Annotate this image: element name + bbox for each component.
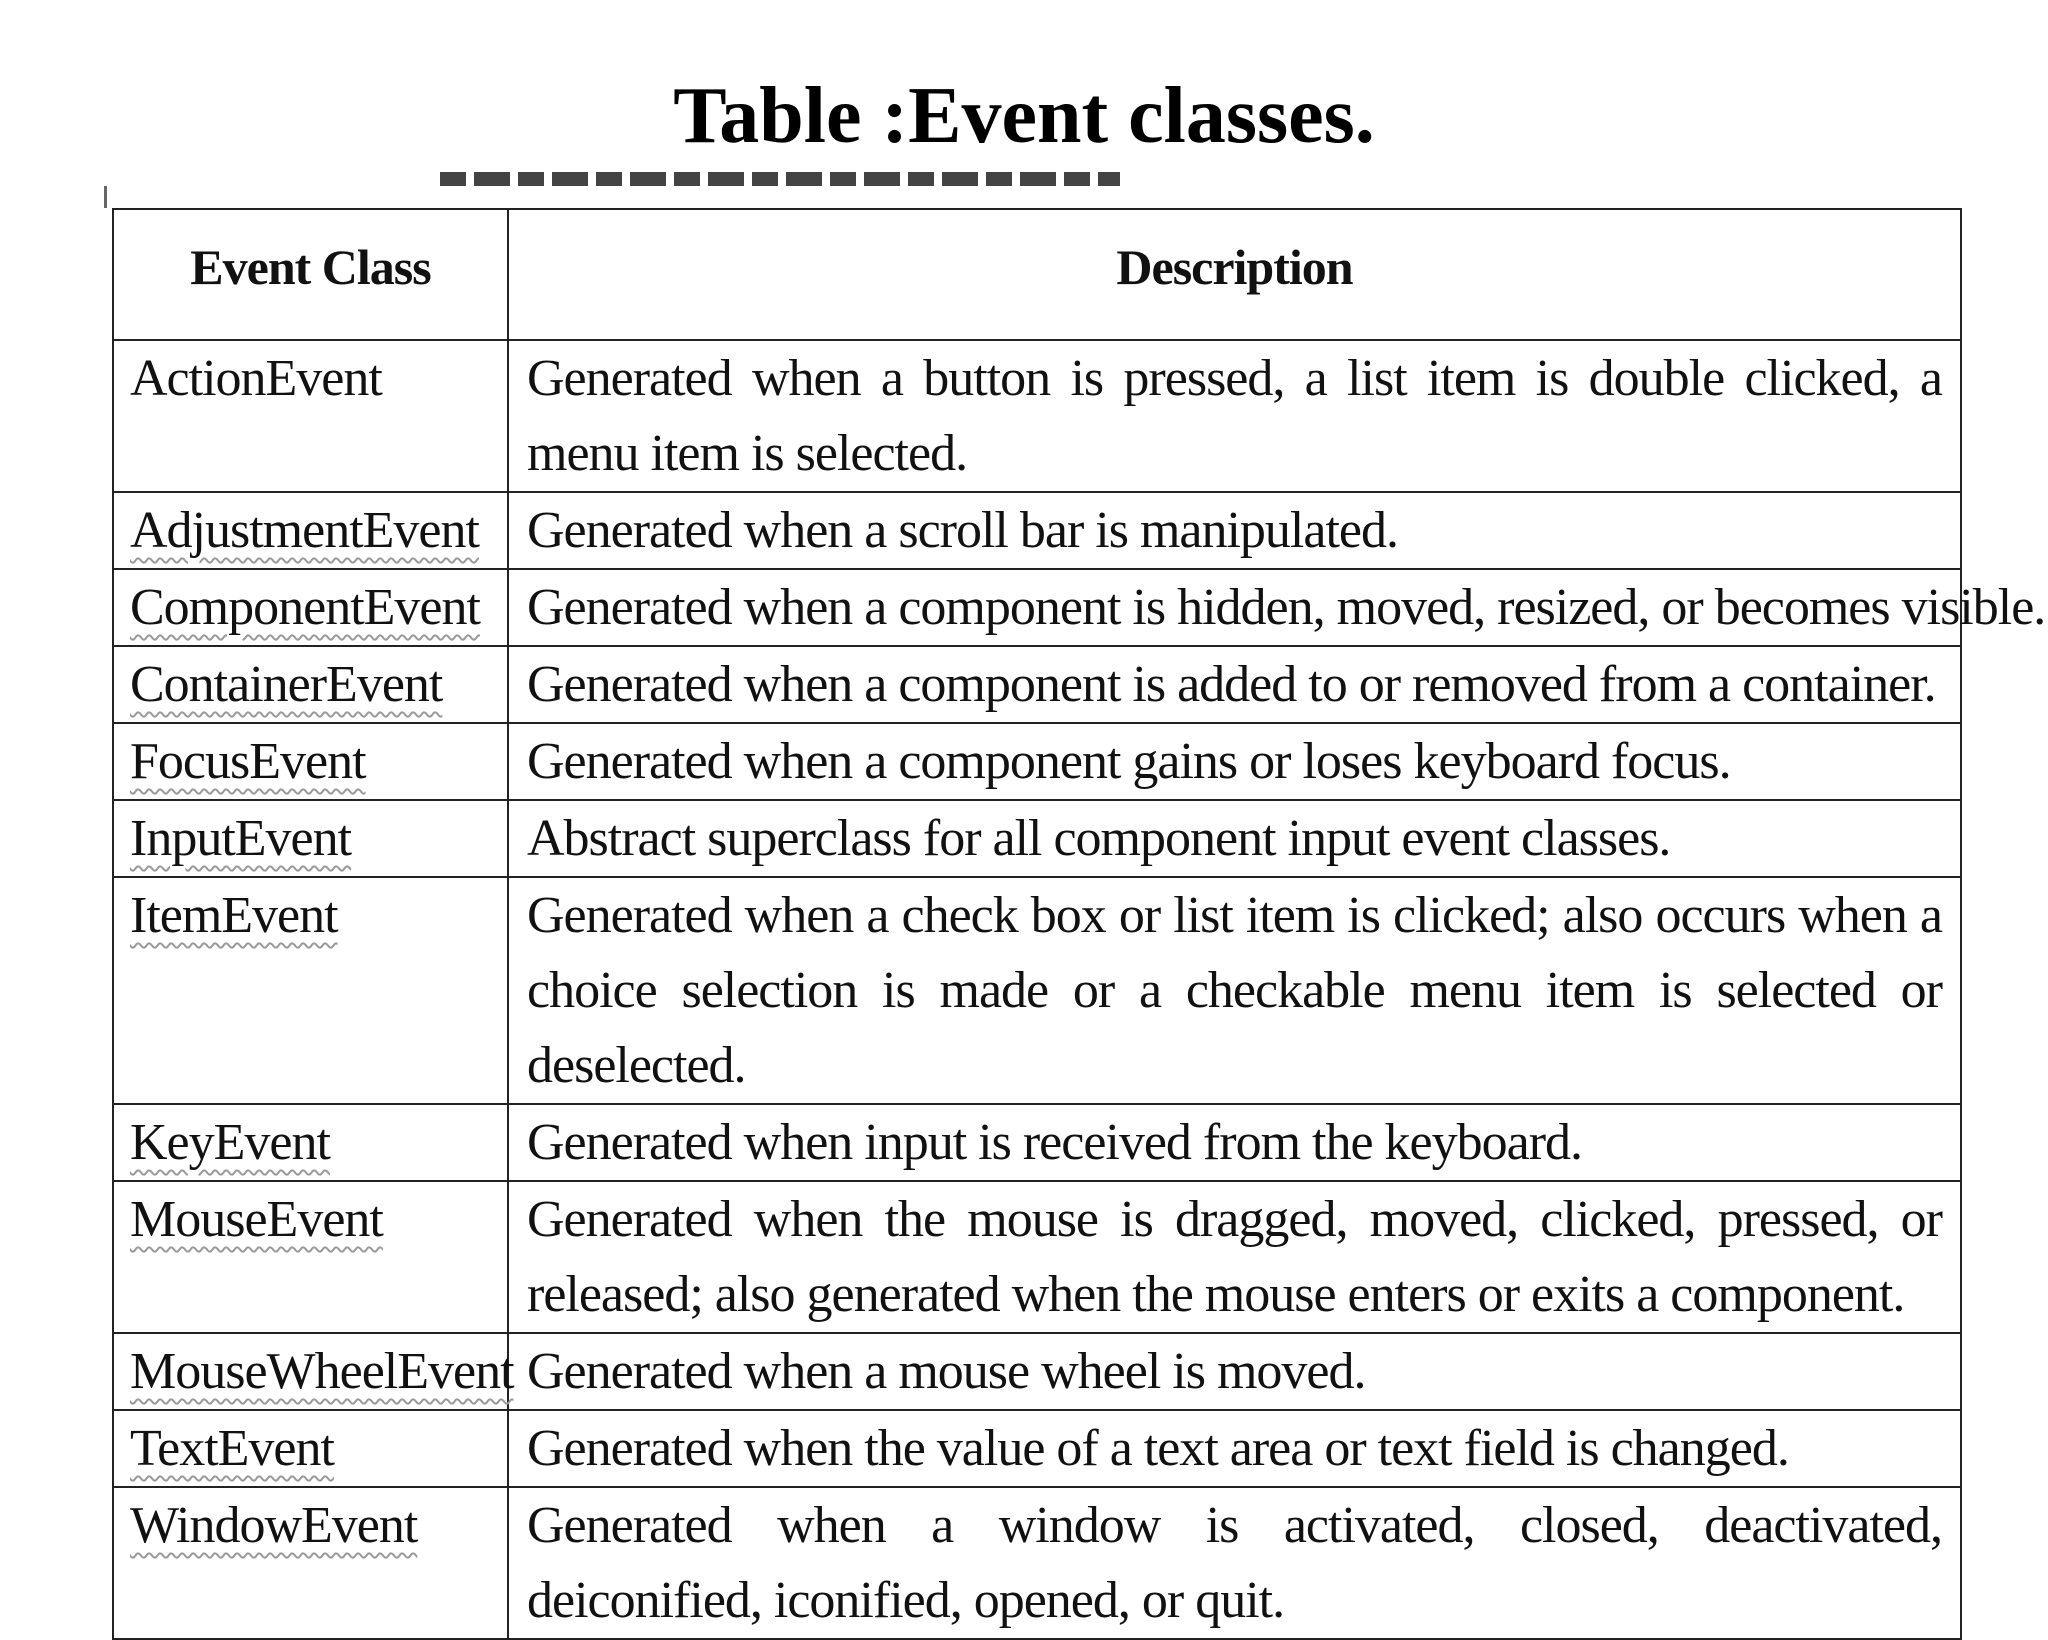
- event-class-cell: TextEvent: [113, 1410, 508, 1487]
- table-row: [113, 492, 1961, 569]
- description-cell: Generated when input is received from the keyboard.: [508, 1104, 1961, 1181]
- description-cell: Generated when a component is added to or removed from a container.: [508, 646, 1961, 723]
- description-cell: Generated when the value of a text area or text field is changed.: [508, 1410, 1961, 1487]
- description-cell: Generated when a check box or list item is clicked; also occurs when a choice selection is made or a checkable menu item is selected or deselected.: [508, 877, 1961, 1104]
- event-class-cell: ContainerEvent: [113, 646, 508, 723]
- description-cell: Generated when a button is pressed, a list item is double clicked, a menu item is selected.: [508, 340, 1961, 492]
- description-cell: Generated when a component is hidden, moved, resized, or becomes visible.: [508, 569, 1961, 646]
- table-row: [113, 340, 1961, 492]
- table-header: [113, 209, 1961, 340]
- description-cell: Generated when a mouse wheel is moved.: [508, 1333, 1961, 1410]
- event-class-cell: AdjustmentEvent: [113, 492, 508, 569]
- table-body: [113, 340, 2046, 1639]
- cropped-text-remnant: [440, 172, 1120, 194]
- event-class-cell: MouseEvent: [113, 1181, 508, 1333]
- header-description: Description: [508, 209, 1961, 340]
- event-class-cell: KeyEvent: [113, 1104, 508, 1181]
- table-row: [113, 1487, 1961, 1639]
- event-class-cell: InputEvent: [113, 800, 508, 877]
- event-classes-table: [112, 208, 2046, 1640]
- table-row: [113, 646, 1961, 723]
- description-cell: Generated when the mouse is dragged, moved, clicked, pressed, or released; also generated when the mouse enters or exits a component.: [508, 1181, 1961, 1333]
- event-class-cell: WindowEvent: [113, 1487, 508, 1639]
- event-class-cell: ComponentEvent: [113, 569, 508, 646]
- table-row: [113, 1181, 1961, 1333]
- description-cell: Abstract superclass for all component input event classes.: [508, 800, 1961, 877]
- table-row: [113, 1104, 1961, 1181]
- scan-mark: [104, 186, 107, 208]
- table-row: [113, 723, 1961, 800]
- event-class-cell: MouseWheelEvent: [113, 1333, 508, 1410]
- description-cell: Generated when a window is activated, closed, deactivated, deiconified, iconified, opened, or quit.: [508, 1487, 1961, 1639]
- table-row: [113, 1410, 1961, 1487]
- table-row: [113, 800, 1961, 877]
- table-row: [113, 1333, 1961, 1410]
- description-cell: Generated when a component gains or loses keyboard focus.: [508, 723, 1961, 800]
- event-class-cell: FocusEvent: [113, 723, 508, 800]
- description-cell: Generated when a scroll bar is manipulated.: [508, 492, 1961, 569]
- header-event-class: Event Class: [113, 209, 508, 340]
- event-class-cell: ActionEvent: [113, 340, 508, 492]
- header-row: [113, 209, 1961, 340]
- table-row: [113, 877, 1961, 1104]
- event-class-cell: ItemEvent: [113, 877, 508, 1104]
- table-row: [113, 569, 1961, 646]
- page-title: Table :Event classes.: [673, 72, 1375, 160]
